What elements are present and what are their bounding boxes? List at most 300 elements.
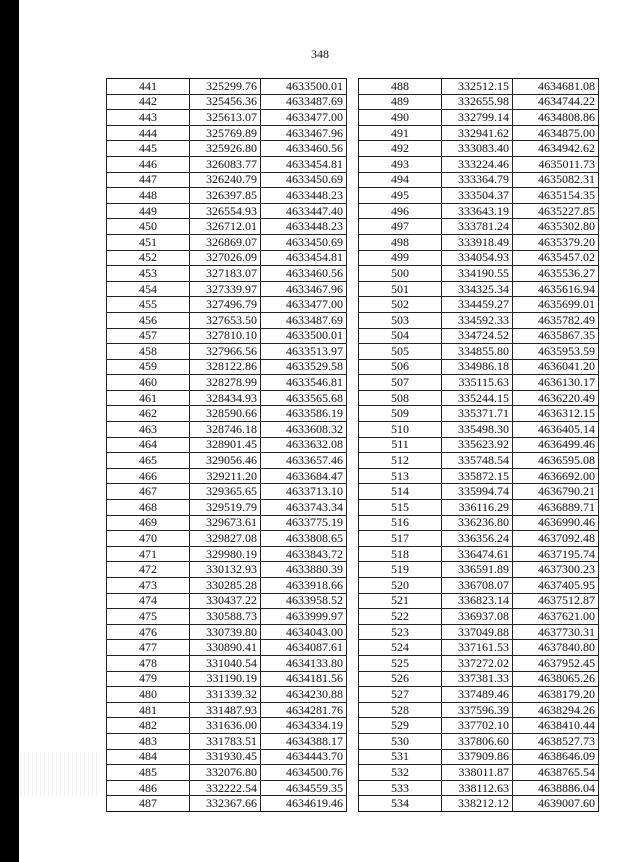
x-coordinate-cell: 327810.10 (190, 328, 261, 344)
table-row (107, 562, 347, 578)
x-coordinate-cell: 332941.62 (442, 125, 513, 141)
y-coordinate-cell: 4633743.34 (261, 500, 347, 516)
x-coordinate-cell: 332367.66 (190, 796, 261, 812)
x-coordinate-cell: 325769.89 (190, 125, 261, 141)
y-coordinate-cell: 4635154.35 (513, 188, 599, 204)
point-number-cell: 509 (359, 406, 442, 422)
table-row (107, 328, 347, 344)
y-coordinate-cell: 4633447.40 (261, 203, 347, 219)
y-coordinate-cell: 4637621.00 (513, 609, 599, 625)
table-row (107, 141, 347, 157)
point-number-cell: 455 (107, 297, 190, 313)
point-number-cell: 523 (359, 624, 442, 640)
y-coordinate-cell: 4633880.39 (261, 562, 347, 578)
x-coordinate-cell: 334855.80 (442, 344, 513, 360)
x-coordinate-cell: 334325.34 (442, 281, 513, 297)
point-number-cell: 496 (359, 203, 442, 219)
table-row (107, 640, 347, 656)
point-number-cell: 520 (359, 578, 442, 594)
y-coordinate-cell: 4633477.00 (261, 110, 347, 126)
x-coordinate-cell: 329211.20 (190, 468, 261, 484)
y-coordinate-cell: 4637730.31 (513, 624, 599, 640)
point-number-cell: 452 (107, 250, 190, 266)
x-coordinate-cell: 331339.32 (190, 687, 261, 703)
y-coordinate-cell: 4634443.70 (261, 749, 347, 765)
y-coordinate-cell: 4633460.56 (261, 266, 347, 282)
x-coordinate-cell: 329056.46 (190, 453, 261, 469)
y-coordinate-cell: 4633608.32 (261, 422, 347, 438)
table-row (107, 406, 347, 422)
point-number-cell: 446 (107, 156, 190, 172)
table-row (359, 94, 599, 110)
table-row (107, 546, 347, 562)
table-row (359, 250, 599, 266)
point-number-cell: 530 (359, 733, 442, 749)
x-coordinate-cell: 328590.66 (190, 406, 261, 422)
x-coordinate-cell: 338011.87 (442, 765, 513, 781)
y-coordinate-cell: 4634181.56 (261, 671, 347, 687)
y-coordinate-cell: 4636405.14 (513, 422, 599, 438)
point-number-cell: 487 (107, 796, 190, 812)
table-row (107, 484, 347, 500)
point-number-cell: 532 (359, 765, 442, 781)
y-coordinate-cell: 4633775.19 (261, 515, 347, 531)
y-coordinate-cell: 4633565.68 (261, 390, 347, 406)
point-number-cell: 500 (359, 266, 442, 282)
table-row (107, 765, 347, 781)
y-coordinate-cell: 4637405.95 (513, 578, 599, 594)
table-row (359, 312, 599, 328)
coordinate-tables (106, 78, 599, 812)
y-coordinate-cell: 4633657.46 (261, 453, 347, 469)
table-row (107, 281, 347, 297)
x-coordinate-cell: 336823.14 (442, 593, 513, 609)
y-coordinate-cell: 4633586.19 (261, 406, 347, 422)
scan-artifact (20, 752, 100, 797)
x-coordinate-cell: 336708.07 (442, 578, 513, 594)
x-coordinate-cell: 327026.09 (190, 250, 261, 266)
y-coordinate-cell: 4633513.97 (261, 344, 347, 360)
point-number-cell: 518 (359, 546, 442, 562)
table-row (359, 453, 599, 469)
table-row (359, 219, 599, 235)
y-coordinate-cell: 4635457.02 (513, 250, 599, 266)
point-number-cell: 460 (107, 375, 190, 391)
y-coordinate-cell: 4636692.00 (513, 468, 599, 484)
x-coordinate-cell: 326397.85 (190, 188, 261, 204)
page-number: 348 (311, 47, 329, 61)
table-row (107, 359, 347, 375)
table-row (107, 500, 347, 516)
y-coordinate-cell: 4636312.15 (513, 406, 599, 422)
point-number-cell: 514 (359, 484, 442, 500)
table-row (359, 266, 599, 282)
point-number-cell: 448 (107, 188, 190, 204)
x-coordinate-cell: 331040.54 (190, 655, 261, 671)
table-row (359, 110, 599, 126)
y-coordinate-cell: 4637195.74 (513, 546, 599, 562)
y-coordinate-cell: 4633467.96 (261, 281, 347, 297)
x-coordinate-cell: 336356.24 (442, 531, 513, 547)
x-coordinate-cell: 330285.28 (190, 578, 261, 594)
table-row (359, 125, 599, 141)
y-coordinate-cell: 4633450.69 (261, 234, 347, 250)
y-coordinate-cell: 4637512.87 (513, 593, 599, 609)
y-coordinate-cell: 4633500.01 (261, 79, 347, 95)
point-number-cell: 458 (107, 344, 190, 360)
table-row (359, 671, 599, 687)
table-row (107, 125, 347, 141)
x-coordinate-cell: 335872.15 (442, 468, 513, 484)
table-row (107, 780, 347, 796)
table-row (359, 578, 599, 594)
x-coordinate-cell: 338212.12 (442, 796, 513, 812)
x-coordinate-cell: 328901.45 (190, 437, 261, 453)
point-number-cell: 494 (359, 172, 442, 188)
table-row (359, 344, 599, 360)
table-row (359, 749, 599, 765)
y-coordinate-cell: 4637092.48 (513, 531, 599, 547)
x-coordinate-cell: 332799.14 (442, 110, 513, 126)
x-coordinate-cell: 334986.18 (442, 359, 513, 375)
table-row (359, 609, 599, 625)
y-coordinate-cell: 4638065.26 (513, 671, 599, 687)
x-coordinate-cell: 333504.37 (442, 188, 513, 204)
table-row (107, 749, 347, 765)
table-row (359, 406, 599, 422)
point-number-cell: 463 (107, 422, 190, 438)
table-row (359, 624, 599, 640)
y-coordinate-cell: 4638527.73 (513, 733, 599, 749)
table-row (359, 765, 599, 781)
table-row (359, 297, 599, 313)
point-number-cell: 498 (359, 234, 442, 250)
point-number-cell: 469 (107, 515, 190, 531)
x-coordinate-cell: 330739.80 (190, 624, 261, 640)
point-number-cell: 489 (359, 94, 442, 110)
table-row (107, 437, 347, 453)
x-coordinate-cell: 336474.61 (442, 546, 513, 562)
x-coordinate-cell: 334724.52 (442, 328, 513, 344)
point-number-cell: 497 (359, 219, 442, 235)
y-coordinate-cell: 4633999.97 (261, 609, 347, 625)
y-coordinate-cell: 4637840.80 (513, 640, 599, 656)
y-coordinate-cell: 4633958.52 (261, 593, 347, 609)
table-row (107, 422, 347, 438)
table-row (359, 515, 599, 531)
point-number-cell: 470 (107, 531, 190, 547)
x-coordinate-cell: 325613.07 (190, 110, 261, 126)
x-coordinate-cell: 326712.01 (190, 219, 261, 235)
y-coordinate-cell: 4634388.17 (261, 733, 347, 749)
table-row (107, 515, 347, 531)
point-number-cell: 454 (107, 281, 190, 297)
y-coordinate-cell: 4634619.46 (261, 796, 347, 812)
y-coordinate-cell: 4633546.81 (261, 375, 347, 391)
point-number-cell: 475 (107, 609, 190, 625)
x-coordinate-cell: 330588.73 (190, 609, 261, 625)
table-body (359, 79, 599, 812)
table-row (359, 203, 599, 219)
table-row (107, 188, 347, 204)
y-coordinate-cell: 4633918.66 (261, 578, 347, 594)
point-number-cell: 453 (107, 266, 190, 282)
y-coordinate-cell: 4634334.19 (261, 718, 347, 734)
table-row (107, 219, 347, 235)
x-coordinate-cell: 331487.93 (190, 702, 261, 718)
point-number-cell: 534 (359, 796, 442, 812)
y-coordinate-cell: 4636499.46 (513, 437, 599, 453)
x-coordinate-cell: 335244.15 (442, 390, 513, 406)
x-coordinate-cell: 326554.93 (190, 203, 261, 219)
point-number-cell: 462 (107, 406, 190, 422)
y-coordinate-cell: 4637300.23 (513, 562, 599, 578)
x-coordinate-cell: 335623.92 (442, 437, 513, 453)
x-coordinate-cell: 330890.41 (190, 640, 261, 656)
table-row (107, 671, 347, 687)
x-coordinate-cell: 337806.60 (442, 733, 513, 749)
point-number-cell: 444 (107, 125, 190, 141)
point-number-cell: 492 (359, 141, 442, 157)
x-coordinate-cell: 335115.63 (442, 375, 513, 391)
table-row (107, 733, 347, 749)
point-number-cell: 474 (107, 593, 190, 609)
point-number-cell: 524 (359, 640, 442, 656)
point-number-cell: 522 (359, 609, 442, 625)
point-number-cell: 515 (359, 500, 442, 516)
table-row (359, 188, 599, 204)
y-coordinate-cell: 4635616.94 (513, 281, 599, 297)
table-row (107, 344, 347, 360)
table-row (359, 390, 599, 406)
table-row (107, 234, 347, 250)
y-coordinate-cell: 4635379.20 (513, 234, 599, 250)
x-coordinate-cell: 329519.79 (190, 500, 261, 516)
table-body (107, 79, 347, 812)
point-number-cell: 513 (359, 468, 442, 484)
y-coordinate-cell: 4638294.26 (513, 702, 599, 718)
table-row (359, 172, 599, 188)
coordinate-table-left (106, 78, 347, 812)
table-row (107, 655, 347, 671)
y-coordinate-cell: 4633448.23 (261, 219, 347, 235)
x-coordinate-cell: 329827.08 (190, 531, 261, 547)
point-number-cell: 484 (107, 749, 190, 765)
table-row (359, 156, 599, 172)
x-coordinate-cell: 337489.46 (442, 687, 513, 703)
point-number-cell: 478 (107, 655, 190, 671)
y-coordinate-cell: 4633808.65 (261, 531, 347, 547)
point-number-cell: 480 (107, 687, 190, 703)
y-coordinate-cell: 4636990.46 (513, 515, 599, 531)
y-coordinate-cell: 4635953.59 (513, 344, 599, 360)
y-coordinate-cell: 4637952.45 (513, 655, 599, 671)
point-number-cell: 473 (107, 578, 190, 594)
x-coordinate-cell: 329980.19 (190, 546, 261, 562)
x-coordinate-cell: 337161.53 (442, 640, 513, 656)
x-coordinate-cell: 326869.07 (190, 234, 261, 250)
x-coordinate-cell: 328746.18 (190, 422, 261, 438)
y-coordinate-cell: 4634559.35 (261, 780, 347, 796)
y-coordinate-cell: 4633454.81 (261, 250, 347, 266)
x-coordinate-cell: 331190.19 (190, 671, 261, 687)
point-number-cell: 465 (107, 453, 190, 469)
y-coordinate-cell: 4636889.71 (513, 500, 599, 516)
y-coordinate-cell: 4634133.80 (261, 655, 347, 671)
table-row (359, 359, 599, 375)
table-row (359, 328, 599, 344)
x-coordinate-cell: 331636.00 (190, 718, 261, 734)
table-row (359, 655, 599, 671)
table-row (359, 780, 599, 796)
point-number-cell: 466 (107, 468, 190, 484)
x-coordinate-cell: 330132.93 (190, 562, 261, 578)
table-row (107, 578, 347, 594)
x-coordinate-cell: 333781.24 (442, 219, 513, 235)
point-number-cell: 442 (107, 94, 190, 110)
y-coordinate-cell: 4634808.86 (513, 110, 599, 126)
table-row (107, 687, 347, 703)
table-row (107, 297, 347, 313)
point-number-cell: 468 (107, 500, 190, 516)
table-row (107, 110, 347, 126)
y-coordinate-cell: 4633467.96 (261, 125, 347, 141)
point-number-cell: 479 (107, 671, 190, 687)
point-number-cell: 508 (359, 390, 442, 406)
y-coordinate-cell: 4633684.47 (261, 468, 347, 484)
y-coordinate-cell: 4634942.62 (513, 141, 599, 157)
point-number-cell: 519 (359, 562, 442, 578)
x-coordinate-cell: 328434.93 (190, 390, 261, 406)
point-number-cell: 443 (107, 110, 190, 126)
x-coordinate-cell: 335994.74 (442, 484, 513, 500)
point-number-cell: 512 (359, 453, 442, 469)
table-row (107, 593, 347, 609)
y-coordinate-cell: 4634875.00 (513, 125, 599, 141)
y-coordinate-cell: 4635227.85 (513, 203, 599, 219)
point-number-cell: 467 (107, 484, 190, 500)
y-coordinate-cell: 4638765.54 (513, 765, 599, 781)
table-row (107, 796, 347, 812)
x-coordinate-cell: 329673.61 (190, 515, 261, 531)
x-coordinate-cell: 333918.49 (442, 234, 513, 250)
x-coordinate-cell: 334054.93 (442, 250, 513, 266)
y-coordinate-cell: 4633450.69 (261, 172, 347, 188)
table-row (107, 172, 347, 188)
point-number-cell: 505 (359, 344, 442, 360)
x-coordinate-cell: 325456.36 (190, 94, 261, 110)
x-coordinate-cell: 336116.29 (442, 500, 513, 516)
y-coordinate-cell: 4636595.08 (513, 453, 599, 469)
table-row (107, 156, 347, 172)
point-number-cell: 504 (359, 328, 442, 344)
point-number-cell: 491 (359, 125, 442, 141)
x-coordinate-cell: 335371.71 (442, 406, 513, 422)
table-row (359, 531, 599, 547)
y-coordinate-cell: 4638646.09 (513, 749, 599, 765)
x-coordinate-cell: 326083.77 (190, 156, 261, 172)
table-row (107, 718, 347, 734)
table-row (359, 141, 599, 157)
x-coordinate-cell: 325926.80 (190, 141, 261, 157)
point-number-cell: 464 (107, 437, 190, 453)
x-coordinate-cell: 335498.30 (442, 422, 513, 438)
scan-left-edge (0, 0, 19, 862)
x-coordinate-cell: 328278.99 (190, 375, 261, 391)
x-coordinate-cell: 333364.79 (442, 172, 513, 188)
x-coordinate-cell: 331930.45 (190, 749, 261, 765)
table-row (359, 546, 599, 562)
x-coordinate-cell: 333224.46 (442, 156, 513, 172)
y-coordinate-cell: 4634281.76 (261, 702, 347, 718)
x-coordinate-cell: 333643.19 (442, 203, 513, 219)
point-number-cell: 521 (359, 593, 442, 609)
table-row (107, 453, 347, 469)
x-coordinate-cell: 334190.55 (442, 266, 513, 282)
point-number-cell: 471 (107, 546, 190, 562)
x-coordinate-cell: 325299.76 (190, 79, 261, 95)
x-coordinate-cell: 329365.65 (190, 484, 261, 500)
table-row (359, 702, 599, 718)
point-number-cell: 477 (107, 640, 190, 656)
table-row (107, 79, 347, 95)
y-coordinate-cell: 4636041.20 (513, 359, 599, 375)
table-row (359, 422, 599, 438)
table-row (107, 624, 347, 640)
y-coordinate-cell: 4633632.08 (261, 437, 347, 453)
y-coordinate-cell: 4639007.60 (513, 796, 599, 812)
x-coordinate-cell: 337596.39 (442, 702, 513, 718)
y-coordinate-cell: 4634500.76 (261, 765, 347, 781)
table-row (107, 203, 347, 219)
table-row (107, 468, 347, 484)
table-row (359, 484, 599, 500)
y-coordinate-cell: 4633843.72 (261, 546, 347, 562)
y-coordinate-cell: 4633477.00 (261, 297, 347, 313)
y-coordinate-cell: 4634230.88 (261, 687, 347, 703)
y-coordinate-cell: 4635699.01 (513, 297, 599, 313)
point-number-cell: 445 (107, 141, 190, 157)
x-coordinate-cell: 327339.97 (190, 281, 261, 297)
table-row (107, 702, 347, 718)
point-number-cell: 482 (107, 718, 190, 734)
point-number-cell: 483 (107, 733, 190, 749)
point-number-cell: 447 (107, 172, 190, 188)
table-row (359, 468, 599, 484)
point-number-cell: 476 (107, 624, 190, 640)
y-coordinate-cell: 4633500.01 (261, 328, 347, 344)
y-coordinate-cell: 4636220.49 (513, 390, 599, 406)
x-coordinate-cell: 337272.02 (442, 655, 513, 671)
y-coordinate-cell: 4638886.04 (513, 780, 599, 796)
y-coordinate-cell: 4633713.10 (261, 484, 347, 500)
point-number-cell: 511 (359, 437, 442, 453)
y-coordinate-cell: 4633460.56 (261, 141, 347, 157)
point-number-cell: 472 (107, 562, 190, 578)
y-coordinate-cell: 4634087.61 (261, 640, 347, 656)
point-number-cell: 481 (107, 702, 190, 718)
x-coordinate-cell: 333083.40 (442, 141, 513, 157)
table-row (359, 640, 599, 656)
point-number-cell: 507 (359, 375, 442, 391)
x-coordinate-cell: 327183.07 (190, 266, 261, 282)
x-coordinate-cell: 334592.33 (442, 312, 513, 328)
x-coordinate-cell: 326240.79 (190, 172, 261, 188)
point-number-cell: 529 (359, 718, 442, 734)
y-coordinate-cell: 4635011.73 (513, 156, 599, 172)
table-row (107, 266, 347, 282)
x-coordinate-cell: 336937.08 (442, 609, 513, 625)
